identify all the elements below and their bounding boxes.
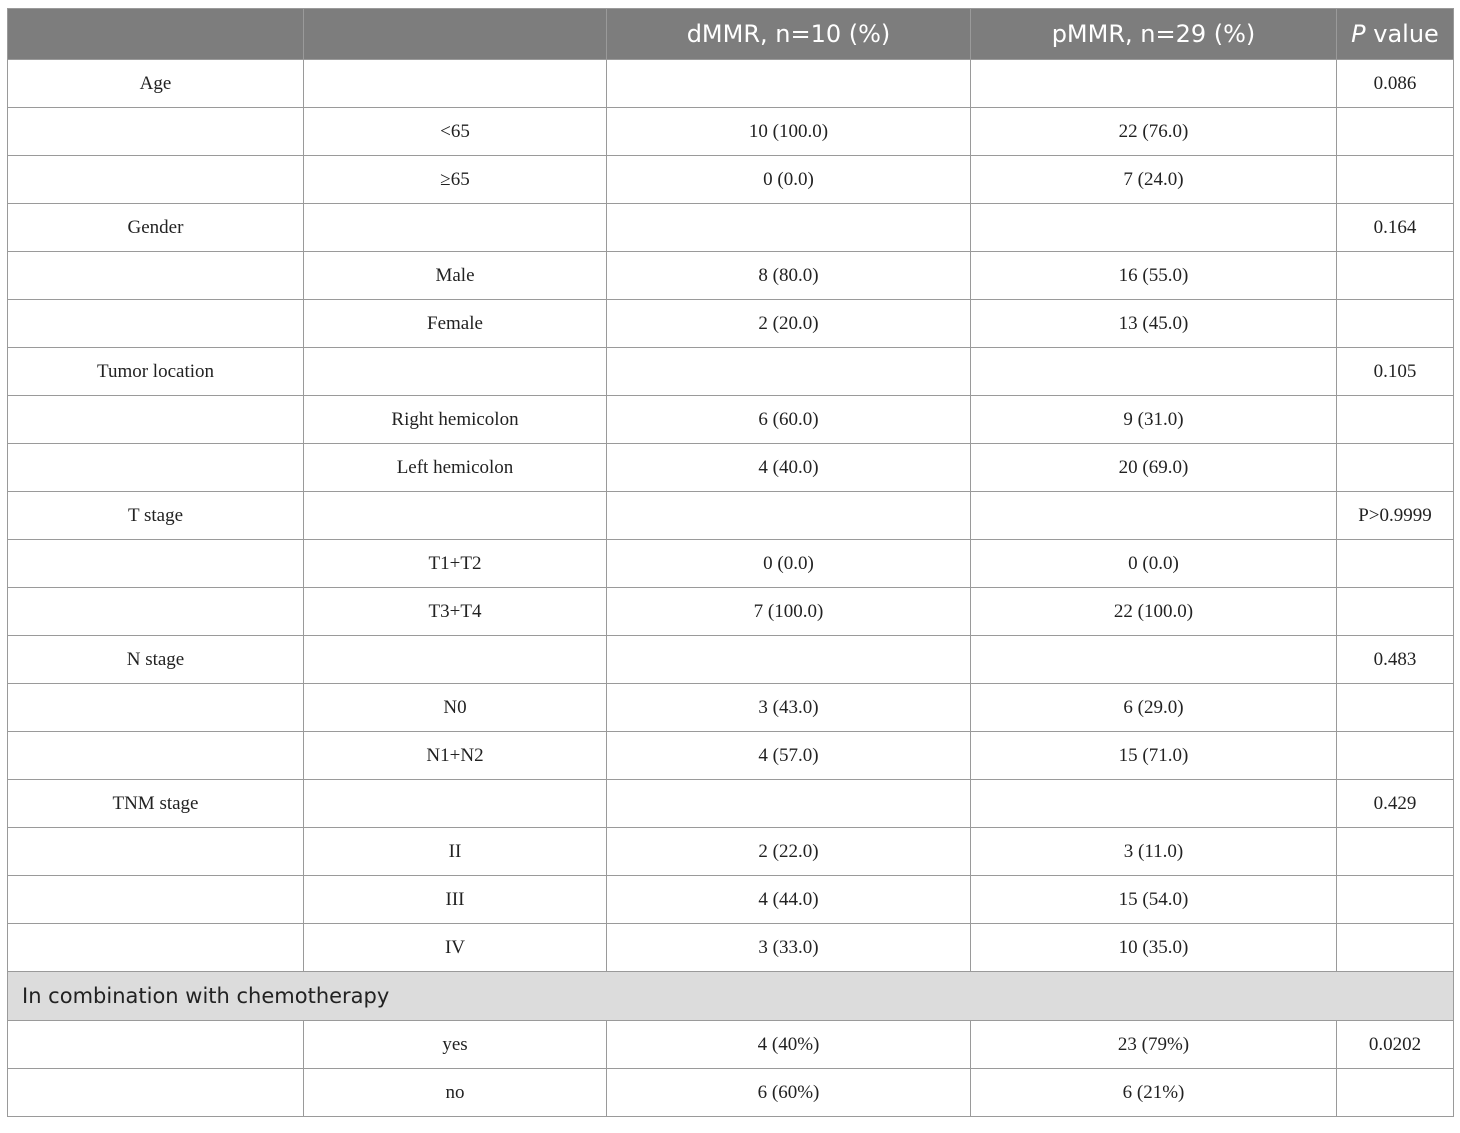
cell-pmmr: 22 (100.0) (971, 588, 1337, 636)
section-label: In combination with chemotherapy (8, 972, 1454, 1021)
cell-p-value: 0.0202 (1337, 1021, 1454, 1069)
header-pmmr: pMMR, n=29 (%) (971, 9, 1337, 60)
table-body (8, 60, 1454, 1117)
cell-category (304, 204, 607, 252)
cell-category: T3+T4 (304, 588, 607, 636)
cell-variable: Age (8, 60, 304, 108)
cell-p-value (1337, 876, 1454, 924)
cell-category: Right hemicolon (304, 396, 607, 444)
cell-variable: Gender (8, 204, 304, 252)
header-variable (8, 9, 304, 60)
cell-p-value (1337, 540, 1454, 588)
cell-variable (8, 1069, 304, 1117)
cell-category (304, 780, 607, 828)
table-row (8, 108, 1454, 156)
cell-variable (8, 924, 304, 972)
cell-dmmr (607, 780, 971, 828)
cell-category: IV (304, 924, 607, 972)
cell-pmmr (971, 636, 1337, 684)
mmr-comparison-table (7, 8, 1454, 1117)
header-category (304, 9, 607, 60)
cell-category (304, 348, 607, 396)
cell-p-value: 0.164 (1337, 204, 1454, 252)
table-row (8, 684, 1454, 732)
cell-category: Left hemicolon (304, 444, 607, 492)
cell-dmmr (607, 60, 971, 108)
cell-dmmr: 6 (60.0) (607, 396, 971, 444)
cell-dmmr: 0 (0.0) (607, 540, 971, 588)
table-row (8, 156, 1454, 204)
cell-pmmr: 23 (79%) (971, 1021, 1337, 1069)
cell-p-value (1337, 252, 1454, 300)
cell-variable (8, 108, 304, 156)
cell-dmmr (607, 204, 971, 252)
table-row (8, 204, 1454, 252)
cell-category: N0 (304, 684, 607, 732)
cell-dmmr: 0 (0.0) (607, 156, 971, 204)
cell-category: Male (304, 252, 607, 300)
header-row (8, 9, 1454, 60)
table-row (8, 876, 1454, 924)
cell-dmmr (607, 636, 971, 684)
cell-variable (8, 300, 304, 348)
cell-dmmr: 2 (22.0) (607, 828, 971, 876)
cell-pmmr: 22 (76.0) (971, 108, 1337, 156)
table-row (8, 492, 1454, 540)
cell-pmmr: 0 (0.0) (971, 540, 1337, 588)
cell-p-value: 0.105 (1337, 348, 1454, 396)
cell-category: ≥65 (304, 156, 607, 204)
cell-dmmr: 2 (20.0) (607, 300, 971, 348)
header-p-letter: P (1351, 20, 1366, 48)
cell-p-value (1337, 108, 1454, 156)
cell-category: yes (304, 1021, 607, 1069)
cell-p-value: 0.429 (1337, 780, 1454, 828)
cell-dmmr: 4 (40%) (607, 1021, 971, 1069)
table-row (8, 780, 1454, 828)
table-row (8, 60, 1454, 108)
cell-pmmr: 10 (35.0) (971, 924, 1337, 972)
cell-variable (8, 252, 304, 300)
cell-pmmr: 9 (31.0) (971, 396, 1337, 444)
cell-category (304, 636, 607, 684)
cell-pmmr: 6 (29.0) (971, 684, 1337, 732)
cell-dmmr: 4 (40.0) (607, 444, 971, 492)
table-row (8, 540, 1454, 588)
table-row (8, 636, 1454, 684)
table-row (8, 1069, 1454, 1117)
cell-variable (8, 396, 304, 444)
cell-dmmr: 3 (43.0) (607, 684, 971, 732)
cell-p-value: 0.086 (1337, 60, 1454, 108)
cell-pmmr: 6 (21%) (971, 1069, 1337, 1117)
cell-variable (8, 444, 304, 492)
cell-dmmr: 8 (80.0) (607, 252, 971, 300)
table-row (8, 1021, 1454, 1069)
table-row (8, 396, 1454, 444)
table-row (8, 444, 1454, 492)
table-row (8, 924, 1454, 972)
cell-pmmr (971, 348, 1337, 396)
cell-category (304, 60, 607, 108)
cell-p-value (1337, 444, 1454, 492)
cell-p-value (1337, 156, 1454, 204)
cell-pmmr: 16 (55.0) (971, 252, 1337, 300)
cell-dmmr: 10 (100.0) (607, 108, 971, 156)
cell-category (304, 492, 607, 540)
cell-p-value: 0.483 (1337, 636, 1454, 684)
cell-p-value (1337, 1069, 1454, 1117)
cell-pmmr (971, 60, 1337, 108)
cell-category: II (304, 828, 607, 876)
cell-variable (8, 684, 304, 732)
cell-category: no (304, 1069, 607, 1117)
table-row (8, 732, 1454, 780)
cell-category: III (304, 876, 607, 924)
cell-pmmr (971, 204, 1337, 252)
cell-category: T1+T2 (304, 540, 607, 588)
cell-dmmr: 7 (100.0) (607, 588, 971, 636)
cell-dmmr: 3 (33.0) (607, 924, 971, 972)
cell-variable (8, 876, 304, 924)
cell-variable: Tumor location (8, 348, 304, 396)
table-header (8, 9, 1454, 60)
cell-dmmr: 4 (44.0) (607, 876, 971, 924)
cell-p-value (1337, 588, 1454, 636)
cell-variable: N stage (8, 636, 304, 684)
cell-variable (8, 588, 304, 636)
cell-pmmr: 15 (71.0) (971, 732, 1337, 780)
table-row (8, 252, 1454, 300)
cell-pmmr: 3 (11.0) (971, 828, 1337, 876)
cell-p-value (1337, 828, 1454, 876)
cell-dmmr: 6 (60%) (607, 1069, 971, 1117)
cell-variable (8, 828, 304, 876)
cell-variable (8, 732, 304, 780)
cell-variable (8, 1021, 304, 1069)
cell-p-value (1337, 732, 1454, 780)
cell-p-value (1337, 300, 1454, 348)
cell-pmmr: 15 (54.0) (971, 876, 1337, 924)
cell-pmmr (971, 780, 1337, 828)
section-row-chemotherapy (8, 972, 1454, 1021)
cell-variable: TNM stage (8, 780, 304, 828)
table-row (8, 588, 1454, 636)
cell-p-value (1337, 396, 1454, 444)
cell-p-value (1337, 684, 1454, 732)
cell-pmmr (971, 492, 1337, 540)
cell-pmmr: 20 (69.0) (971, 444, 1337, 492)
cell-variable (8, 156, 304, 204)
table-row (8, 828, 1454, 876)
cell-variable (8, 540, 304, 588)
table-row (8, 300, 1454, 348)
cell-category: Female (304, 300, 607, 348)
cell-dmmr: 4 (57.0) (607, 732, 971, 780)
cell-p-value (1337, 924, 1454, 972)
cell-pmmr: 7 (24.0) (971, 156, 1337, 204)
cell-pmmr: 13 (45.0) (971, 300, 1337, 348)
cell-p-value: P>0.9999 (1337, 492, 1454, 540)
cell-variable: T stage (8, 492, 304, 540)
header-value-word: value (1365, 20, 1439, 48)
table-row (8, 348, 1454, 396)
cell-category: <65 (304, 108, 607, 156)
header-dmmr: dMMR, n=10 (%) (607, 9, 971, 60)
cell-category: N1+N2 (304, 732, 607, 780)
cell-dmmr (607, 348, 971, 396)
header-p-value (1337, 9, 1454, 60)
cell-dmmr (607, 492, 971, 540)
